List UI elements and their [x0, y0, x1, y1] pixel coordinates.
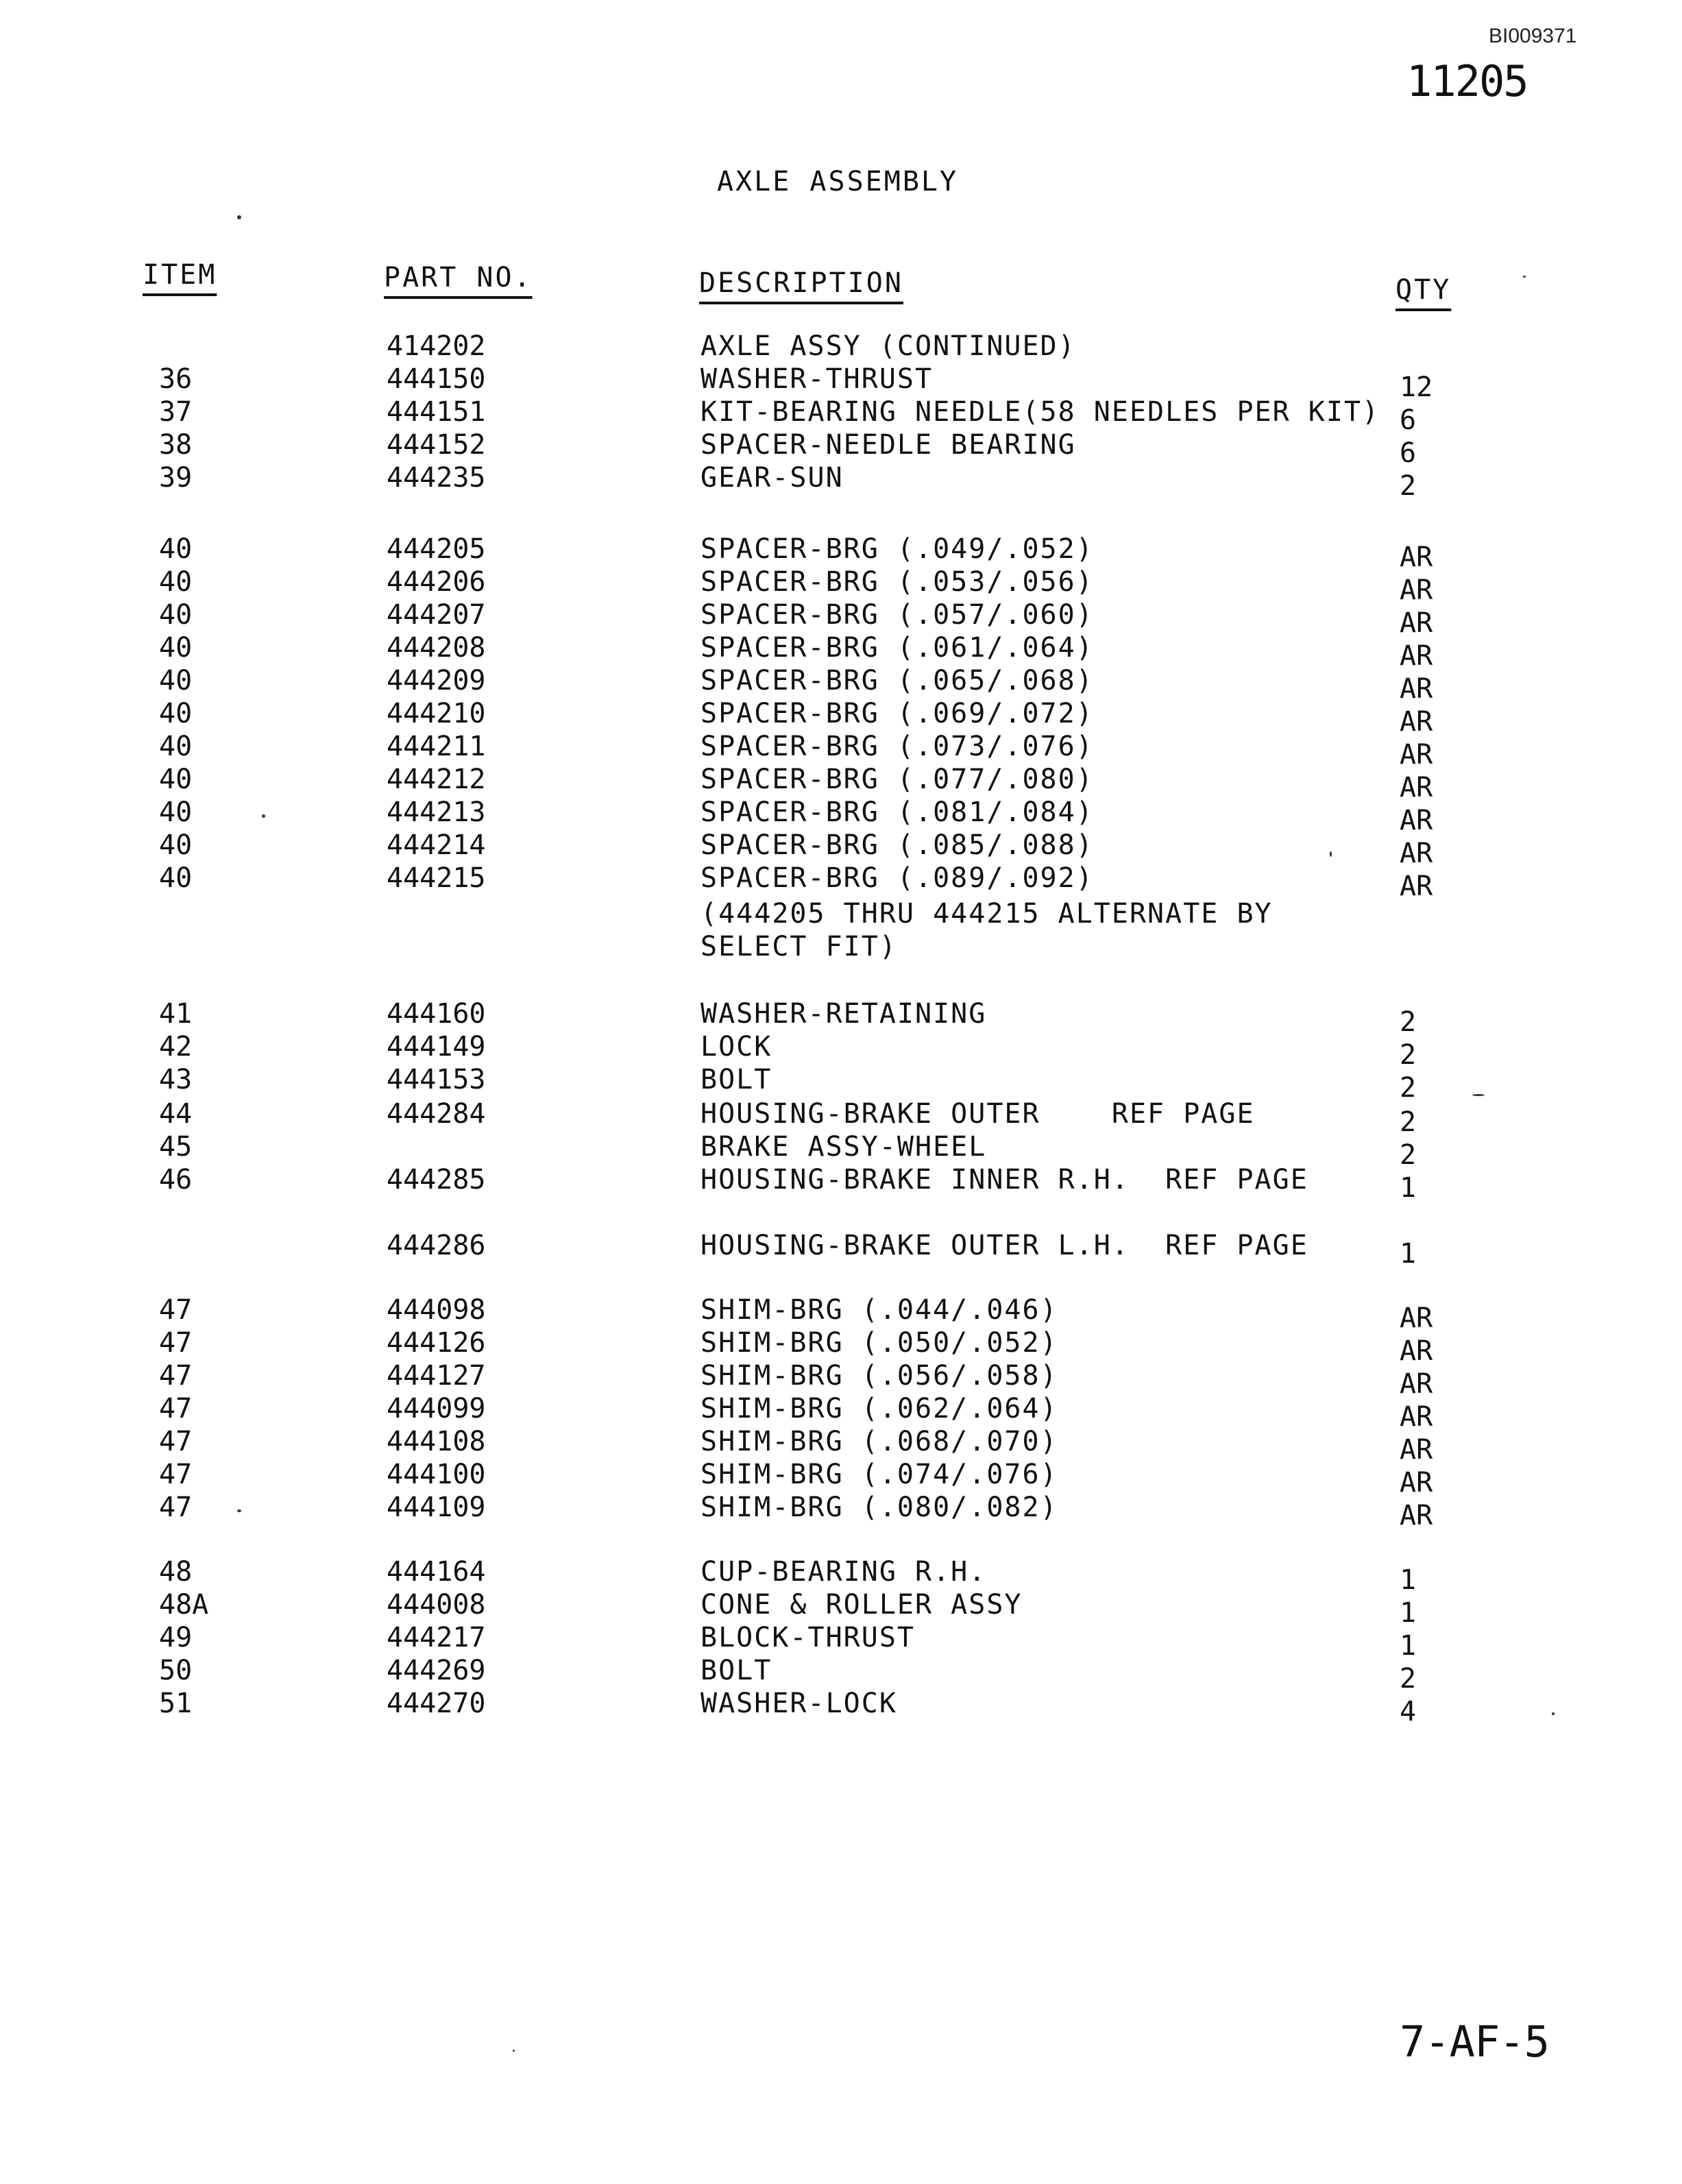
part-description: SPACER-NEEDLE BEARING — [700, 429, 1076, 461]
item-number: 51 — [159, 1688, 193, 1719]
quantity: AR — [1400, 1434, 1433, 1466]
part-number: 444235 — [387, 462, 486, 494]
table-row — [0, 665, 1682, 705]
item-number: 49 — [159, 1622, 193, 1653]
scan-speck — [1472, 1094, 1485, 1096]
quantity: 6 — [1400, 404, 1417, 436]
quantity: AR — [1400, 838, 1433, 869]
scan-speck — [237, 1509, 241, 1512]
item-number: 47 — [159, 1426, 193, 1457]
quantity: AR — [1400, 1302, 1433, 1334]
scan-speck — [1523, 276, 1526, 278]
table-row — [0, 566, 1682, 606]
quantity: 1 — [1400, 1172, 1417, 1204]
item-number: 47 — [159, 1492, 193, 1523]
table-row — [0, 599, 1682, 639]
item-number: 39 — [159, 462, 193, 494]
part-number: 444213 — [387, 797, 486, 828]
part-number: 444108 — [387, 1426, 486, 1457]
item-number: 47 — [159, 1393, 193, 1424]
table-row — [0, 1492, 1682, 1531]
item-number: 47 — [159, 1459, 193, 1490]
table-row — [0, 1294, 1682, 1334]
quantity: AR — [1400, 706, 1433, 738]
part-description: SHIM-BRG (.080/.082) — [700, 1492, 1058, 1523]
part-description: KIT-BEARING NEEDLE(58 NEEDLES PER KIT) — [700, 396, 1380, 428]
item-number: 36 — [159, 363, 193, 395]
table-row — [0, 731, 1682, 771]
table-row — [0, 1556, 1682, 1596]
part-description: SPACER-BRG (.061/.064) — [700, 632, 1094, 664]
item-number: 40 — [159, 665, 193, 696]
part-description: SHIM-BRG (.056/.058) — [700, 1360, 1058, 1392]
quantity: 12 — [1400, 372, 1433, 403]
scan-speck — [1330, 851, 1332, 857]
part-description: AXLE ASSY (CONTINUED) — [700, 330, 1076, 362]
part-number: 444210 — [387, 698, 486, 729]
item-number: 40 — [159, 731, 193, 762]
table-row — [0, 462, 1682, 502]
table-row — [0, 1327, 1682, 1367]
part-description: SPACER-BRG (.053/.056) — [700, 566, 1094, 598]
table-row — [0, 898, 1682, 931]
part-description: SHIM-BRG (.044/.046) — [700, 1294, 1058, 1326]
part-description: SPACER-BRG (.089/.092) — [700, 862, 1094, 894]
page-number: 11205 — [1406, 56, 1528, 106]
part-number: 444127 — [387, 1360, 486, 1392]
table-row — [0, 1164, 1682, 1204]
item-number: 44 — [159, 1098, 193, 1130]
part-description: SPACER-BRG (.065/.068) — [700, 665, 1094, 696]
table-row — [0, 1098, 1682, 1138]
table-row — [0, 1622, 1682, 1662]
scan-speck — [237, 215, 241, 219]
footer-page-code: 7-AF-5 — [1400, 2017, 1549, 2067]
item-number: 40 — [159, 698, 193, 729]
part-description: LOCK — [700, 1031, 772, 1063]
part-number: 444285 — [387, 1164, 486, 1196]
part-number: 444212 — [387, 764, 486, 795]
part-description: CUP-BEARING R.H. — [700, 1556, 987, 1588]
quantity: AR — [1400, 1368, 1433, 1400]
quantity: 1 — [1400, 1564, 1417, 1596]
part-number: 444205 — [387, 533, 486, 565]
part-description: SPACER-BRG (.085/.088) — [700, 829, 1094, 861]
part-number: 444284 — [387, 1098, 486, 1130]
table-row — [0, 1426, 1682, 1466]
part-description: WASHER-LOCK — [700, 1688, 897, 1719]
part-description: CONE & ROLLER ASSY — [700, 1589, 1023, 1621]
part-description: SPACER-BRG (.069/.072) — [700, 698, 1094, 729]
item-number: 40 — [159, 797, 193, 828]
table-row — [0, 1131, 1682, 1171]
quantity: 2 — [1400, 1006, 1417, 1038]
quantity: 1 — [1400, 1630, 1417, 1662]
table-row — [0, 862, 1682, 902]
page-title: AXLE ASSEMBLY — [717, 166, 959, 197]
part-description: SPACER-BRG (.073/.076) — [700, 731, 1094, 762]
quantity: 2 — [1400, 1139, 1417, 1171]
table-row — [0, 1589, 1682, 1629]
column-header-description: DESCRIPTION — [699, 267, 903, 299]
part-description: GEAR-SUN — [700, 462, 844, 494]
part-number: 444209 — [387, 665, 486, 696]
item-number: 37 — [159, 396, 193, 428]
item-number: 40 — [159, 764, 193, 795]
table-row — [0, 1031, 1682, 1071]
scan-speck — [1552, 1712, 1555, 1715]
column-header-qty: QTY — [1395, 274, 1452, 306]
part-number: 444160 — [387, 998, 486, 1030]
table-row — [0, 1064, 1682, 1104]
part-description: BLOCK-THRUST — [700, 1622, 915, 1653]
quantity: 6 — [1400, 437, 1417, 469]
table-row — [0, 1393, 1682, 1433]
quantity: 2 — [1400, 1072, 1417, 1104]
part-number: 444126 — [387, 1327, 486, 1359]
part-description: SELECT FIT) — [700, 931, 897, 962]
table-row — [0, 330, 1682, 363]
part-description: WASHER-RETAINING — [700, 998, 987, 1030]
scan-speck — [262, 814, 265, 818]
part-number: 444149 — [387, 1031, 486, 1063]
table-row — [0, 429, 1682, 469]
table-row — [0, 396, 1682, 436]
item-number: 45 — [159, 1131, 193, 1163]
item-number: 40 — [159, 566, 193, 598]
table-row — [0, 998, 1682, 1038]
part-number: 444164 — [387, 1556, 486, 1588]
part-description: HOUSING-BRAKE OUTER L.H. REF PAGE — [700, 1230, 1308, 1261]
item-number: 47 — [159, 1294, 193, 1326]
part-description: BRAKE ASSY-WHEEL — [700, 1131, 987, 1163]
part-number: 444206 — [387, 566, 486, 598]
quantity: AR — [1400, 574, 1433, 606]
table-row — [0, 1688, 1682, 1727]
bates-number: BI009371 — [1489, 25, 1577, 47]
quantity: AR — [1400, 772, 1433, 803]
item-number: 40 — [159, 829, 193, 861]
part-number: 414202 — [387, 330, 486, 362]
item-number: 40 — [159, 862, 193, 894]
part-number: 444207 — [387, 599, 486, 631]
table-row — [0, 764, 1682, 803]
part-number: 444211 — [387, 731, 486, 762]
quantity: 1 — [1400, 1238, 1417, 1270]
quantity: AR — [1400, 1467, 1433, 1499]
part-description: HOUSING-BRAKE INNER R.H. REF PAGE — [700, 1164, 1308, 1196]
part-number: 444153 — [387, 1064, 486, 1095]
item-number: 43 — [159, 1064, 193, 1095]
quantity: AR — [1400, 739, 1433, 771]
quantity: 2 — [1400, 1663, 1417, 1695]
part-description: WASHER-THRUST — [700, 363, 934, 395]
item-number: 47 — [159, 1360, 193, 1392]
part-number: 444215 — [387, 862, 486, 894]
part-description: BOLT — [700, 1064, 772, 1095]
table-row — [0, 1459, 1682, 1499]
quantity: AR — [1400, 640, 1433, 672]
part-number: 444098 — [387, 1294, 486, 1326]
part-number: 444150 — [387, 363, 486, 395]
part-number: 444109 — [387, 1492, 486, 1523]
item-number: 41 — [159, 998, 193, 1030]
scan-speck — [513, 2050, 515, 2052]
part-description: BOLT — [700, 1655, 772, 1686]
quantity: AR — [1400, 607, 1433, 639]
item-number: 46 — [159, 1164, 193, 1196]
quantity: AR — [1400, 1335, 1433, 1367]
part-number: 444214 — [387, 829, 486, 861]
quantity: AR — [1400, 871, 1433, 902]
part-number: 444099 — [387, 1393, 486, 1424]
quantity: 1 — [1400, 1597, 1417, 1629]
part-description: SPACER-BRG (.049/.052) — [700, 533, 1094, 565]
part-number: 444217 — [387, 1622, 486, 1653]
table-row — [0, 931, 1682, 964]
item-number: 40 — [159, 632, 193, 664]
column-header-part-no: PART NO. — [384, 262, 533, 293]
part-description: SHIM-BRG (.068/.070) — [700, 1426, 1058, 1457]
part-number: 444208 — [387, 632, 486, 664]
item-number: 38 — [159, 429, 193, 461]
item-number: 48A — [159, 1589, 209, 1621]
part-description: (444205 THRU 444215 ALTERNATE BY — [700, 898, 1273, 930]
part-number: 444100 — [387, 1459, 486, 1490]
quantity: 2 — [1400, 470, 1417, 502]
part-description: SHIM-BRG (.074/.076) — [700, 1459, 1058, 1490]
part-description: SHIM-BRG (.050/.052) — [700, 1327, 1058, 1359]
part-number: 444151 — [387, 396, 486, 428]
part-number: 444008 — [387, 1589, 486, 1621]
table-row — [0, 829, 1682, 869]
part-description: SPACER-BRG (.077/.080) — [700, 764, 1094, 795]
part-number: 444286 — [387, 1230, 486, 1261]
table-row — [0, 698, 1682, 738]
part-description: SPACER-BRG (.057/.060) — [700, 599, 1094, 631]
quantity: AR — [1400, 542, 1433, 573]
quantity: 2 — [1400, 1039, 1417, 1071]
quantity: AR — [1400, 1500, 1433, 1531]
item-number: 50 — [159, 1655, 193, 1686]
part-number: 444152 — [387, 429, 486, 461]
table-row — [0, 533, 1682, 573]
part-description: HOUSING-BRAKE OUTER REF PAGE — [700, 1098, 1255, 1130]
part-number: 444269 — [387, 1655, 486, 1686]
item-number: 47 — [159, 1327, 193, 1359]
part-number: 444270 — [387, 1688, 486, 1719]
item-number: 40 — [159, 599, 193, 631]
table-row — [0, 632, 1682, 672]
item-number: 42 — [159, 1031, 193, 1063]
quantity: 4 — [1400, 1696, 1417, 1727]
part-description: SHIM-BRG (.062/.064) — [700, 1393, 1058, 1424]
quantity: AR — [1400, 1401, 1433, 1433]
table-row — [0, 363, 1682, 403]
column-header-item: ITEM — [143, 259, 217, 291]
quantity: AR — [1400, 805, 1433, 836]
table-row — [0, 1230, 1682, 1270]
table-row — [0, 797, 1682, 836]
table-row — [0, 1360, 1682, 1400]
quantity: 2 — [1400, 1106, 1417, 1138]
quantity: AR — [1400, 673, 1433, 705]
table-row — [0, 1655, 1682, 1695]
item-number: 40 — [159, 533, 193, 565]
item-number: 48 — [159, 1556, 193, 1588]
part-description: SPACER-BRG (.081/.084) — [700, 797, 1094, 828]
